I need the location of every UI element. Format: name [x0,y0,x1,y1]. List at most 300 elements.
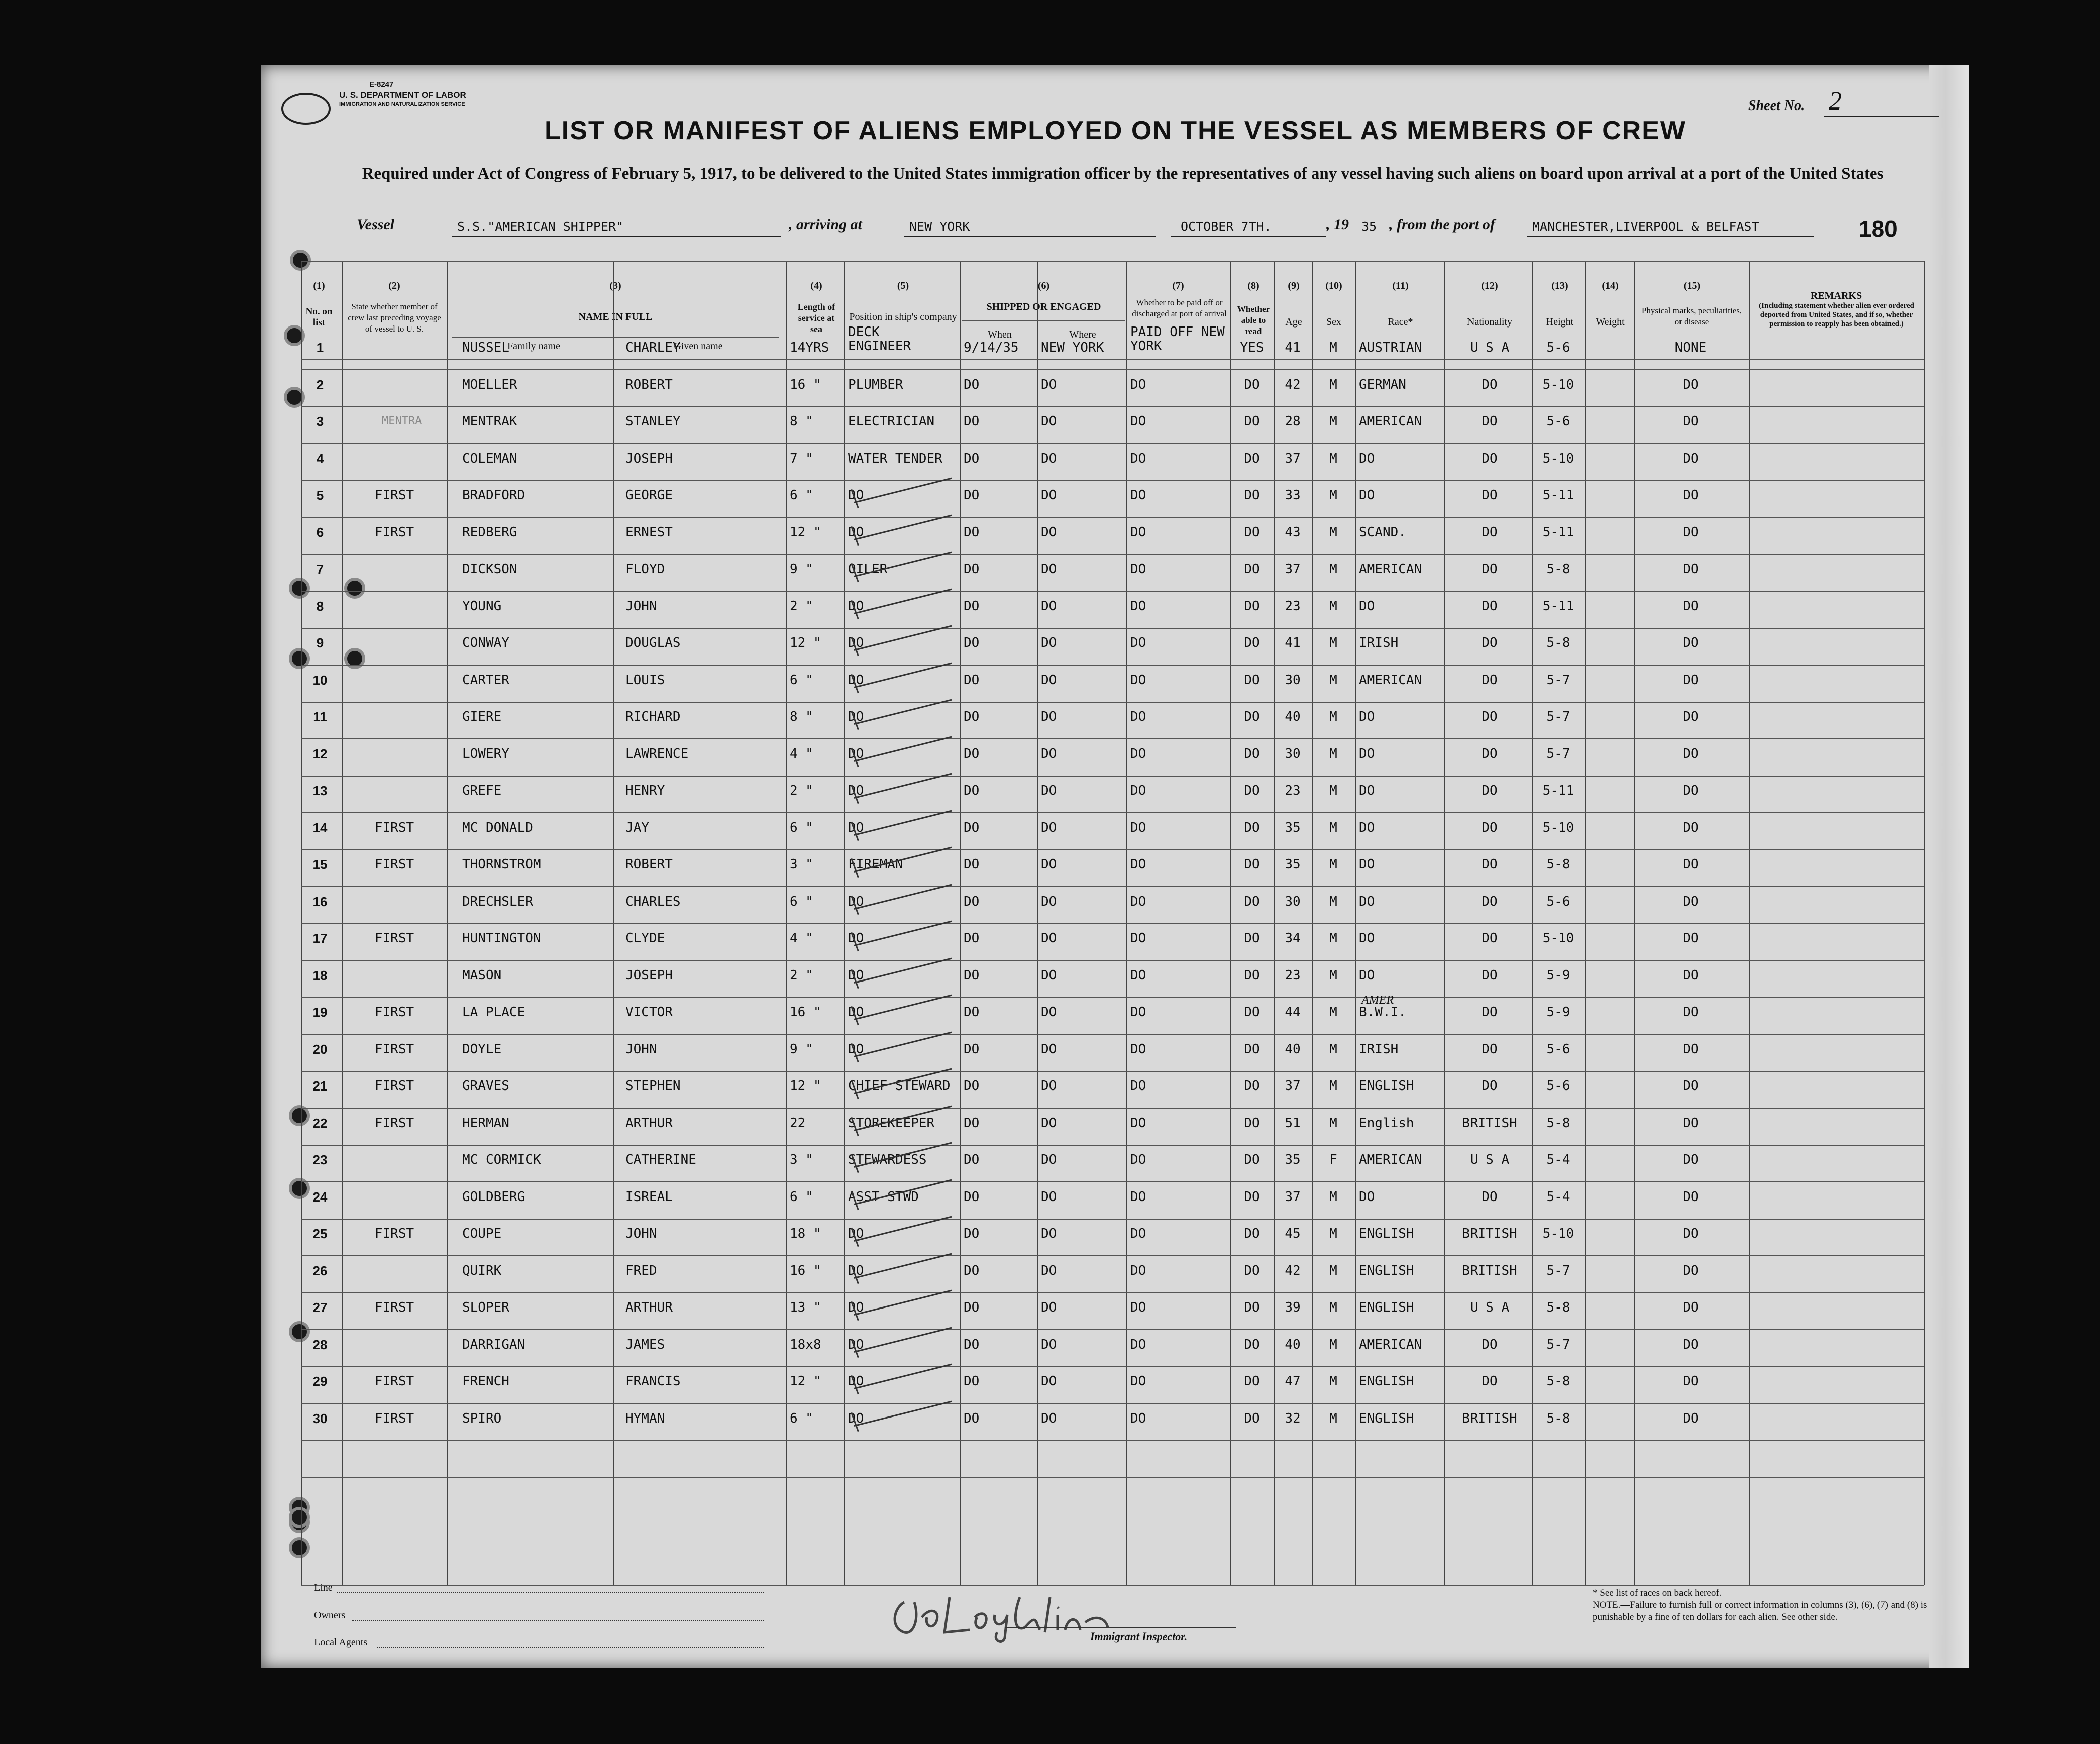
service-length: 8 " [790,414,813,429]
physical-marks: DO [1683,414,1699,429]
position: OILER [848,562,888,577]
name-subheader-rule [452,337,779,338]
height: 5-4 [1546,1189,1570,1205]
shipped-when: DO [964,1410,980,1426]
paid-off: DO [1130,1078,1146,1094]
given-name: STANLEY [625,414,681,429]
nationality: U S A [1469,1152,1510,1167]
punch-hole [289,1537,310,1558]
sex: M [1329,377,1337,392]
sex: M [1329,1226,1337,1241]
height: 5-4 [1546,1152,1570,1167]
shipped-where: DO [1041,451,1057,466]
table-row-rule [301,1071,1924,1072]
height: 5-8 [1546,857,1570,872]
shipped-when: DO [964,414,980,429]
table-row-rule [301,997,1924,998]
physical-marks: DO [1683,1041,1699,1057]
col4-label: Length of service at sea [797,302,835,334]
able-to-read: DO [1244,746,1260,761]
table-row-rule [301,1292,1924,1293]
table-row-rule [301,1108,1924,1109]
service-length: 22 [790,1115,806,1131]
shipped-when: DO [964,488,980,503]
shipped-when: DO [964,931,980,946]
stamp-number: 180 [1859,215,1898,242]
given-name: JOHN [625,1226,657,1241]
service-length: 16 " [790,1005,821,1020]
able-to-read: DO [1244,451,1260,466]
given-name: ROBERT [625,377,673,392]
table-row-rule [301,665,1924,666]
physical-marks: DO [1683,1226,1699,1241]
pencil-check-mark [854,662,952,688]
sex: M [1329,524,1337,540]
physical-marks: DO [1683,524,1699,540]
family-name: HERMAN [462,1115,509,1131]
col14-label: Weight [1596,316,1625,328]
shipped-where: DO [1041,377,1057,392]
given-name: ISREAL [625,1189,673,1205]
shipped-when: DO [964,562,980,577]
col5-num: (5) [897,280,909,291]
physical-marks: DO [1683,1337,1699,1352]
age: 37 [1285,1189,1301,1205]
position: DO [848,746,864,761]
age: 45 [1285,1226,1301,1241]
age: 51 [1285,1115,1301,1131]
age: 30 [1285,672,1301,688]
inspector-label: Immigrant Inspector. [1090,1630,1188,1643]
paid-off: DO [1130,672,1146,688]
able-to-read: DO [1244,635,1260,650]
punch-hole [289,1507,310,1528]
pencil-check-mark [854,736,952,761]
age: 23 [1285,598,1301,614]
height: 5-6 [1546,340,1570,355]
height: 5-10 [1542,931,1574,946]
previous-voyage: FIRST [374,488,414,503]
pencil-check-mark [854,1364,952,1389]
service-length: 12 " [790,524,821,540]
nationality: DO [1482,488,1498,503]
able-to-read: DO [1244,414,1260,429]
position: DO [848,1374,864,1389]
service-length: 2 " [790,598,813,614]
race: DO [1359,598,1375,614]
table-row-rule [301,406,1924,407]
service-length: 7 " [790,451,813,466]
race: DO [1359,451,1375,466]
punch-hole [289,648,310,669]
physical-marks: DO [1683,562,1699,577]
table-row-rule [301,776,1924,777]
paid-off: DO [1130,1374,1146,1389]
shipped-when: DO [964,746,980,761]
given-name: CLYDE [625,931,665,946]
year-value: 35 [1361,219,1377,234]
nationality: DO [1482,967,1498,983]
remarks-label: REMARKS [1810,290,1862,301]
able-to-read: DO [1244,1337,1260,1352]
age: 37 [1285,562,1301,577]
age: 37 [1285,1078,1301,1094]
given-name: ERNEST [625,524,673,540]
physical-marks: DO [1683,931,1699,946]
row-number: 9 [316,635,324,650]
able-to-read: YES [1240,340,1264,355]
table-row-rule [301,1034,1924,1035]
paid-off: DO [1130,709,1146,724]
physical-marks: DO [1683,451,1699,466]
sex: M [1329,414,1337,429]
family-name: SPIRO [462,1410,502,1426]
shipped-when: DO [964,451,980,466]
sex: M [1329,1337,1337,1352]
given-name: DOUGLAS [625,635,681,650]
nationality: DO [1482,672,1498,688]
previous-voyage: FIRST [374,1115,414,1131]
table-row-rule [301,1145,1924,1146]
from-value: MANCHESTER,LIVERPOOL & BELFAST [1532,219,1759,234]
sex: M [1329,1078,1337,1094]
family-name: GIERE [462,709,502,724]
able-to-read: DO [1244,488,1260,503]
able-to-read: DO [1244,1005,1260,1020]
family-name: DOYLE [462,1041,502,1057]
table-row-rule [301,812,1924,813]
nationality: DO [1482,820,1498,835]
shipped-where: DO [1041,1152,1057,1167]
position: FIREMAN [848,857,903,872]
sex: M [1329,820,1337,835]
given-name: GEORGE [625,488,673,503]
physical-marks: DO [1683,488,1699,503]
height: 5-8 [1546,562,1570,577]
shipped-where: DO [1041,1041,1057,1057]
position: DO [848,672,864,688]
age: 32 [1285,1410,1301,1426]
sex: M [1329,857,1337,872]
position: ELECTRICIAN [848,414,935,429]
row-number: 13 [312,783,328,798]
paid-off: DO [1130,524,1146,540]
given-name: ARTHUR [625,1300,673,1315]
height: 5-10 [1542,377,1574,392]
paid-off: DO [1130,1152,1146,1167]
row-number: 20 [312,1041,328,1057]
race: AMERICAN [1359,672,1422,688]
sex: M [1329,967,1337,983]
age: 40 [1285,1337,1301,1352]
race: ENGLISH [1359,1263,1414,1278]
col11-label: Race* [1388,316,1413,328]
family-name: NUSSEL [462,340,509,355]
position: DO [848,1263,864,1278]
arriving-value: NEW YORK [909,219,970,234]
nationality: DO [1482,1374,1498,1389]
able-to-read: DO [1244,931,1260,946]
given-name: JAY [625,820,649,835]
sheet-number-label: Sheet No. [1748,98,1805,114]
nationality: BRITISH [1462,1226,1517,1241]
age: 42 [1285,1263,1301,1278]
row-number: 22 [312,1115,328,1131]
physical-marks: DO [1683,598,1699,614]
physical-marks: DO [1683,783,1699,798]
shipped-when: DO [964,1152,980,1167]
table-row-rule [301,960,1924,961]
family-name: CARTER [462,672,509,688]
family-name: BRADFORD [462,488,526,503]
sex: M [1329,709,1337,724]
row-number: 19 [312,1005,328,1020]
table-row-rule [301,1219,1924,1220]
nationality: DO [1482,1005,1498,1020]
position: DO [848,931,864,946]
previous-voyage: FIRST [374,857,414,872]
pencil-check-mark [854,699,952,725]
service-length: 16 " [790,1263,821,1278]
able-to-read: DO [1244,967,1260,983]
paid-off: DO [1130,1189,1146,1205]
service-length: 13 " [790,1300,821,1315]
shipped-where: DO [1041,783,1057,798]
shipped-where: DO [1041,1300,1057,1315]
row-number: 30 [312,1410,328,1426]
race: ENGLISH [1359,1300,1414,1315]
shipped-when: DO [964,524,980,540]
given-name: FLOYD [625,562,665,577]
table-header-rule [301,359,1924,360]
row-number: 15 [312,857,328,872]
age: 30 [1285,746,1301,761]
remarks-note: (Including statement whether alien ever ordered deported from United States, and if so, whether permission to reapply has been obtained.) [1759,302,1914,328]
physical-marks: NONE [1674,340,1707,355]
given-name: JOHN [625,598,657,614]
col2-label: State whether member of crew last preceding voyage of vessel to U. S. [348,302,441,334]
race: DO [1359,820,1375,835]
nationality: DO [1482,709,1498,724]
nationality: DO [1482,931,1498,946]
position: DO [848,1226,864,1241]
pencil-check-mark [854,810,952,835]
physical-marks: DO [1683,1005,1699,1020]
position: STEWARDESS [848,1152,927,1167]
col10-num: (10) [1325,280,1342,291]
col8-label: Whether able to read [1237,304,1270,336]
page-subtitle: Required under Act of Congress of February 5, 1917, to be delivered to the United States immigration officer by the representatives of any vessel having such aliens on board upon arrival at a port of the United States [362,165,1884,183]
row-number: 16 [312,894,328,909]
pencil-check-mark [854,1290,952,1316]
position: DO [848,1410,864,1426]
physical-marks: DO [1683,1410,1699,1426]
physical-marks: DO [1683,672,1699,688]
able-to-read: DO [1244,1226,1260,1241]
position: DO [848,1337,864,1352]
col15-label: Physical marks, peculiarities, or disease [1641,306,1742,326]
family-name: GRAVES [462,1078,509,1094]
col1-label: No. on list [305,306,333,328]
pencil-check-mark [854,957,952,983]
height: 5-9 [1546,967,1570,983]
previous-voyage: FIRST [374,1226,414,1241]
physical-marks: DO [1683,1374,1699,1389]
shipped-where: DO [1041,672,1057,688]
shipped-when: DO [964,783,980,798]
family-name: MOELLER [462,377,517,392]
given-name: ROBERT [625,857,673,872]
col6-where: Where [1069,329,1096,340]
service-length: 6 " [790,672,813,688]
faint-annotation: MENTRA [382,415,422,427]
vessel-underline [452,236,781,237]
height: 5-9 [1546,1005,1570,1020]
pencil-check-mark [854,1216,952,1242]
sex: M [1329,1374,1337,1389]
position: DO [848,635,864,650]
able-to-read: DO [1244,1374,1260,1389]
race: ENGLISH [1359,1410,1414,1426]
sex: F [1329,1152,1337,1167]
row-number: 5 [316,488,324,503]
footer-note [1593,1587,1944,1623]
family-name: SLOPER [462,1300,509,1315]
sex: M [1329,1263,1337,1278]
shipped-where: DO [1041,894,1057,909]
position: DO [848,894,864,909]
inspector-line [1005,1627,1236,1628]
physical-marks: DO [1683,1115,1699,1131]
shipped-when: DO [964,377,980,392]
nationality: BRITISH [1462,1410,1517,1426]
shipped-where: DO [1041,1115,1057,1131]
table-row-rule [301,886,1924,887]
paid-off: PAID OFF NEW YORK [1130,324,1225,354]
age: 28 [1285,414,1301,429]
pencil-check-mark [854,1327,952,1352]
paid-off: DO [1130,931,1146,946]
able-to-read: DO [1244,1410,1260,1426]
col3-num: (3) [609,280,621,291]
height: 5-7 [1546,1337,1570,1352]
table-row-rule [301,369,1924,370]
given-name: CATHERINE [625,1152,696,1167]
paid-off: DO [1130,783,1146,798]
position: DO [848,1005,864,1020]
punch-hole [344,648,365,669]
shipped-where: DO [1041,1005,1057,1020]
table-row-rule [301,1366,1924,1367]
age: 30 [1285,894,1301,909]
row-number: 18 [312,967,328,983]
arriving-label: , arriving at [789,216,862,233]
sex: M [1329,635,1337,650]
footer-owners-label: Owners [314,1610,346,1621]
family-name: MASON [462,967,502,983]
shipped-where: DO [1041,1263,1057,1278]
paid-off: DO [1130,635,1146,650]
physical-marks: DO [1683,967,1699,983]
shipped-when: DO [964,1374,980,1389]
manifest-sheet [261,65,1969,1668]
nationality: DO [1482,451,1498,466]
shipped-where: DO [1041,524,1057,540]
race: DO [1359,746,1375,761]
family-name: YOUNG [462,598,502,614]
arrival-date: OCTOBER 7TH. [1181,219,1272,234]
service-length: 12 " [790,1078,821,1094]
nationality: DO [1482,783,1498,798]
paid-off: DO [1130,377,1146,392]
paid-off: DO [1130,857,1146,872]
height: 5-11 [1542,524,1574,540]
service-length: 18 " [790,1226,821,1241]
family-name: DICKSON [462,562,517,577]
pencil-check-mark [854,773,952,799]
race: ENGLISH [1359,1374,1414,1389]
sex: M [1329,1115,1337,1131]
able-to-read: DO [1244,377,1260,392]
previous-voyage: FIRST [374,1041,414,1057]
physical-marks: DO [1683,1300,1699,1315]
col3-family: Family name [507,341,560,352]
position: DO [848,967,864,983]
family-name: QUIRK [462,1263,502,1278]
table-row-rule [301,1403,1924,1404]
col6-when: When [988,329,1012,340]
able-to-read: DO [1244,1263,1260,1278]
paid-off: DO [1130,598,1146,614]
shipped-where: DO [1041,1189,1057,1205]
col3-given: Given name [674,341,723,352]
shipped-when: DO [964,820,980,835]
given-name: JAMES [625,1337,665,1352]
race: IRISH [1359,1041,1399,1057]
shipped-when: 9/14/35 [964,340,1019,355]
service-length: 4 " [790,746,813,761]
shipped-when: DO [964,1226,980,1241]
service-length: 3 " [790,1152,813,1167]
footer-owners-dots [352,1620,764,1621]
given-name: JOSEPH [625,451,673,466]
arriving-underline [904,236,1156,237]
sex: M [1329,746,1337,761]
height: 5-6 [1546,1041,1570,1057]
physical-marks: DO [1683,377,1699,392]
physical-marks: DO [1683,894,1699,909]
able-to-read: DO [1244,1078,1260,1094]
age: 35 [1285,857,1301,872]
footer-agents-dots [377,1647,764,1648]
nationality: DO [1482,524,1498,540]
footer-note-penalty: NOTE.—Failure to furnish full or correct information in columns (3), (6), (7) and (8) is punishable by a fine of ten dollars for each alien. See other side. [1593,1600,1927,1622]
race: ENGLISH [1359,1226,1414,1241]
physical-marks: DO [1683,1189,1699,1205]
race: DO [1359,931,1375,946]
paid-off: DO [1130,1226,1146,1241]
position: DO [848,524,864,540]
previous-voyage: FIRST [374,1078,414,1094]
table-row-rule [301,1255,1924,1256]
age: 23 [1285,967,1301,983]
shipped-subheader-rule [962,320,1125,321]
age: 39 [1285,1300,1301,1315]
shipped-where: DO [1041,562,1057,577]
shipped-where: DO [1041,1078,1057,1094]
paid-off: DO [1130,746,1146,761]
row-number: 11 [313,709,327,724]
